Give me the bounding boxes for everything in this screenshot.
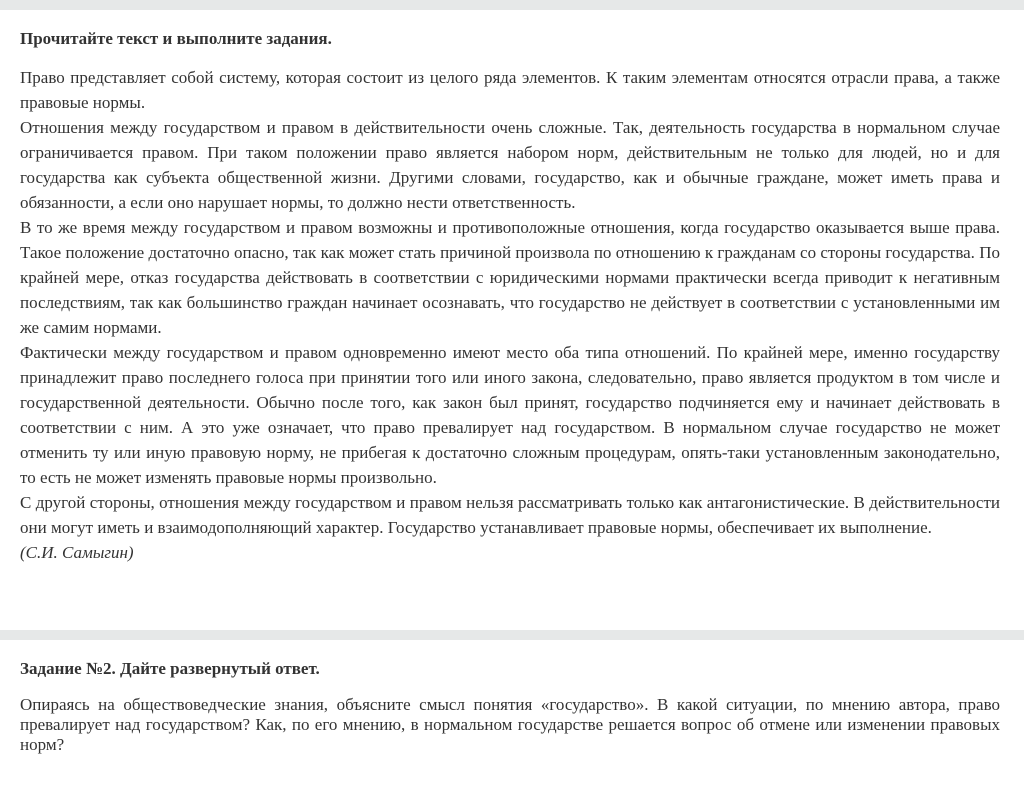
text-paragraph: В то же время между государством и правом возможны и противоположные отношения, когда государство оказывается выше права. Такое положение достаточно опасно, так как может стать причиной произвола по отношению к гражданам со стороны государства. По крайней мере, отказ государства действовать в соответствии с юридическими нормами практически всегда приводит к негативным последствиям, так как большинство граждан начинает осознавать, что государство не действует в соответствии с установленными им же самим нормами. — [20, 218, 1000, 337]
task-question: Опираясь на обществоведческие знания, объясните смысл понятия «государство». В какой ситуации, по мнению автора, право превалирует над государством? Как, по его мнению, в нормальном государстве решается вопрос об отмене или изменении правовых норм? — [20, 695, 1000, 754]
reading-instruction-heading: Прочитайте текст и выполните задания. — [20, 29, 332, 48]
text-author: (С.И. Самыгин) — [20, 543, 134, 562]
section-separator — [0, 630, 1024, 640]
reading-text-card — [0, 10, 1024, 630]
top-strip — [0, 0, 1024, 10]
text-paragraph: С другой стороны, отношения между государством и правом нельзя рассматривать только как антагонистические. В действительности они могут иметь и взаимодополняющий характер. Государство устанавливает правовые нормы, обеспечивает их выполнение. — [20, 493, 1000, 537]
task-card — [0, 640, 1024, 791]
text-paragraph: Фактически между государством и правом одновременно имеют место оба типа отношений. По крайней мере, именно государству принадлежит право последнего голоса при принятии того или иного закона, следовательно, право является продуктом в том числе и государственной деятельности. Обычно после того, как закон был принят, государство подчиняется ему и начинает действовать в соответствии с ним. А это уже означает, что право превалирует над государством. В нормальном случае государство не может отменить ту или иную правовую норму, не прибегая к достаточно сложным процедурам, опять-таки установленным законодательно, то есть не может изменять правовые нормы произвольно. — [20, 343, 1000, 487]
text-paragraph: Отношения между государством и правом в действительности очень сложные. Так, деятельность государства в нормальном случае ограничивается правом. При таком положении право является набором норм, действительным не только для людей, но и для государства как субъекта общественной жизни. Другими словами, государство, как и обычные граждане, может иметь права и обязанности, а если оно нарушает нормы, то должно нести ответственность. — [20, 118, 1000, 212]
text-paragraph: Право представляет собой систему, которая состоит из целого ряда элементов. К таким элементам относятся отрасли права, а также правовые нормы. — [20, 68, 1000, 112]
task-heading: Задание №2. Дайте развернутый ответ. — [20, 659, 320, 678]
